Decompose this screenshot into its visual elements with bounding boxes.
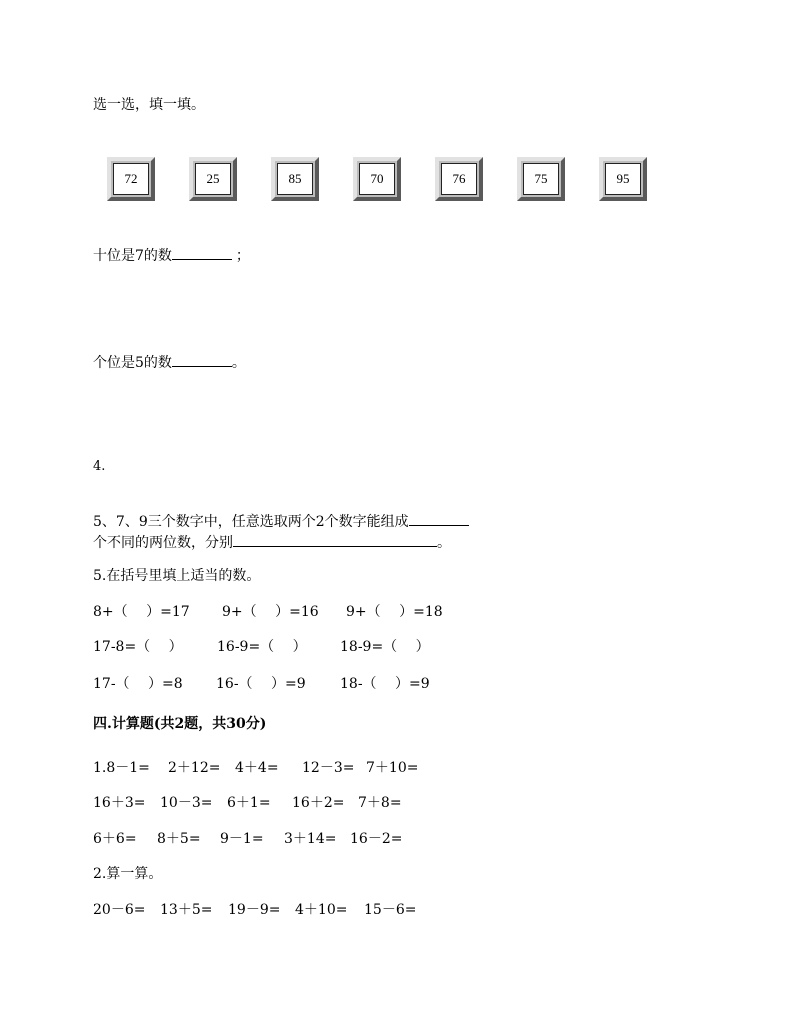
q5-row-1-item-2: 9+（ ）=16	[222, 604, 319, 620]
q2-item-4: 4＋10=	[295, 902, 348, 918]
q4-line1-text: 5、7、9三个数字中，任意选取两个2个数字能组成	[93, 514, 409, 530]
calc-row-1-item-3: 4＋4=	[235, 760, 279, 776]
q2-item-3: 19－9=	[228, 902, 281, 918]
ones-question	[93, 352, 246, 372]
number-card	[353, 157, 401, 201]
calc-row-3-item-4: 3＋14=	[284, 831, 337, 847]
number-card	[271, 157, 319, 201]
calc-row-3-item-1: 6＋6=	[93, 831, 137, 847]
q5-row-2-item-1: 17-8=（ ）	[93, 639, 183, 655]
number-card	[517, 157, 565, 201]
number-card	[599, 157, 647, 201]
calc-row-1-item-5: 7＋10=	[366, 760, 419, 776]
q2-item-5: 15－6=	[364, 902, 417, 918]
q2-title: 2.算一算。	[93, 866, 163, 882]
number-card-value: 76	[441, 163, 477, 195]
q5-row-1-item-3: 9+（ ）=18	[346, 604, 443, 620]
q4-count-blank[interactable]	[409, 511, 469, 526]
calc-row-2-item-3: 6＋1=	[227, 795, 271, 811]
q2-item-1: 20－6=	[93, 902, 146, 918]
number-card-value: 85	[277, 163, 313, 195]
number-card-value: 25	[195, 163, 231, 195]
q5-row-2-item-2: 16-9=（ ）	[217, 639, 307, 655]
number-card	[107, 157, 155, 201]
ones-prompt: 个位是5的数	[93, 355, 172, 371]
tens-end: ；	[235, 248, 250, 264]
calc-row-3-item-5: 16－2=	[350, 831, 403, 847]
tens-prompt: 十位是7的数	[93, 248, 172, 264]
tens-answer-blank[interactable]	[172, 245, 232, 260]
calc-row-1-item-1: 1.8－1=	[93, 760, 150, 776]
q5-title: 5.在括号里填上适当的数。	[93, 568, 261, 584]
number-card-value: 75	[523, 163, 559, 195]
instruction-text: 选一选，填一填。	[93, 97, 205, 113]
number-card-value: 95	[605, 163, 641, 195]
q5-row-3-item-3: 18-（ ）=9	[340, 676, 430, 692]
calc-row-2-item-1: 16＋3=	[93, 795, 146, 811]
q5-row-1-item-1: 8+（ ）=17	[93, 604, 190, 620]
q5-row-2-item-3: 18-9=（ ）	[340, 639, 430, 655]
q4-line2-text: 个不同的两位数，分别	[93, 535, 233, 551]
calc-row-3-item-3: 9－1=	[220, 831, 264, 847]
tens-question	[93, 245, 250, 265]
calc-row-1-item-4: 12－3=	[302, 760, 355, 776]
number-card-value: 70	[359, 163, 395, 195]
q4-numbers-blank[interactable]	[233, 532, 437, 547]
calc-row-1-item-2: 2＋12=	[168, 760, 221, 776]
q5-row-3-item-2: 16-（ ）=9	[216, 676, 306, 692]
number-card	[435, 157, 483, 201]
number-card	[189, 157, 237, 201]
calc-row-2-item-5: 7＋8=	[358, 795, 402, 811]
calc-row-2-item-2: 10－3=	[160, 795, 213, 811]
q4-line2-end: 。	[437, 535, 451, 551]
q4-number: 4.	[93, 459, 106, 474]
q4-line2	[93, 532, 451, 552]
number-card-value: 72	[113, 163, 149, 195]
calc-row-2-item-4: 16＋2=	[292, 795, 345, 811]
q5-row-3-item-1: 17-（ ）=8	[93, 676, 183, 692]
q2-item-2: 13＋5=	[160, 902, 213, 918]
ones-answer-blank[interactable]	[172, 352, 232, 367]
calc-row-3-item-2: 8＋5=	[157, 831, 201, 847]
section-heading: 四.计算题(共2题，共30分)	[93, 716, 267, 732]
q4-line1	[93, 511, 469, 531]
ones-end: 。	[231, 355, 246, 371]
